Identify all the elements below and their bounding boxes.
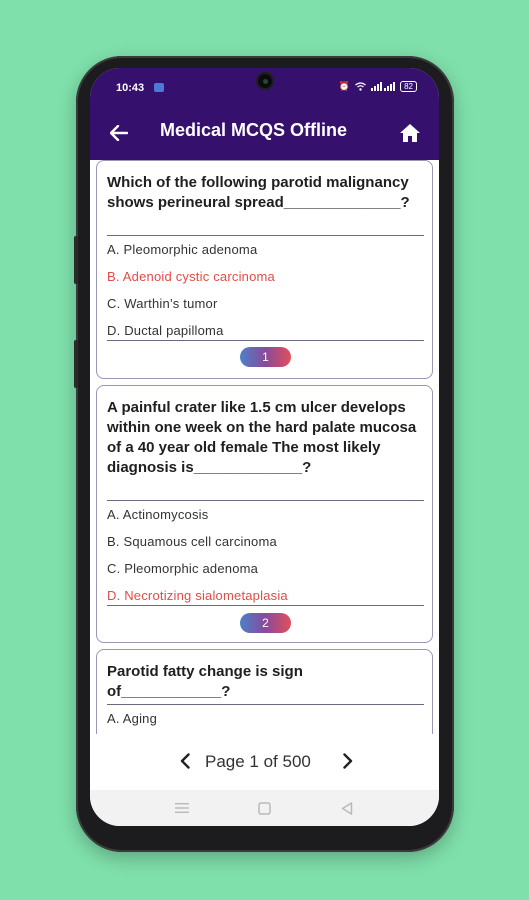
status-icons (339, 81, 417, 92)
chevron-left-icon (180, 753, 190, 769)
pagination-bar (90, 734, 439, 790)
status-bar (90, 68, 439, 104)
arrow-left-icon (110, 125, 128, 141)
power-button (74, 340, 78, 388)
question-number-badge: 1 (240, 347, 291, 367)
home-nav-icon[interactable] (255, 799, 273, 817)
question-number-badge: 2 (240, 613, 291, 633)
app-title: Medical MCQS Offline (160, 120, 348, 140)
option-a[interactable]: A. Actinomycosis (107, 507, 209, 522)
home-button[interactable] (397, 120, 423, 146)
notification-icon (154, 83, 164, 92)
question-card (96, 385, 433, 643)
option-c[interactable]: C. Warthin’s tumor (107, 296, 218, 311)
status-time: 10:43 (116, 82, 145, 94)
option-b[interactable]: B. Squamous cell carcinoma (107, 534, 277, 549)
volume-button (74, 236, 78, 284)
option-a[interactable]: A. Pleomorphic adenoma (107, 242, 258, 257)
signal-icon (371, 82, 395, 91)
battery-icon: 82 (400, 81, 417, 92)
app-bar (90, 104, 439, 160)
question-text: Which of the following parotid malignancy shows perineural spread______________? (107, 174, 410, 211)
question-card (96, 649, 433, 734)
question-text: A painful crater like 1.5 cm ulcer develops within one week on the hard palate mucosa of a 40 year old female The most likely diagnosis is_____________? (107, 399, 417, 476)
option-a[interactable]: A. Aging (107, 711, 158, 726)
previous-page-button[interactable] (174, 749, 196, 773)
back-button[interactable] (106, 120, 132, 146)
alarm-icon: ⏰ (338, 81, 351, 91)
wifi-icon (355, 82, 366, 91)
front-camera (256, 72, 274, 90)
question-card (96, 160, 433, 379)
home-icon (400, 124, 420, 142)
screen (90, 68, 439, 826)
divider (107, 704, 424, 705)
question-list[interactable] (90, 160, 439, 734)
divider (107, 605, 424, 606)
option-c[interactable]: C. Pleomorphic adenoma (107, 561, 259, 576)
page-indicator: Page 1 of 500 (205, 752, 311, 771)
divider (107, 235, 424, 236)
divider (107, 500, 424, 501)
back-nav-icon[interactable] (338, 799, 356, 817)
divider (107, 340, 424, 341)
option-d[interactable]: D. Ductal papilloma (107, 323, 224, 338)
chevron-right-icon (343, 753, 353, 769)
next-page-button[interactable] (337, 749, 359, 773)
question-text: Parotid fatty change is sign of____________? (107, 663, 303, 700)
system-nav-bar (90, 790, 439, 826)
option-b-correct[interactable]: B. Adenoid cystic carcinoma (107, 269, 275, 284)
menu-icon[interactable] (173, 799, 191, 817)
option-d-correct[interactable]: D. Necrotizing sialometaplasia (107, 588, 288, 603)
